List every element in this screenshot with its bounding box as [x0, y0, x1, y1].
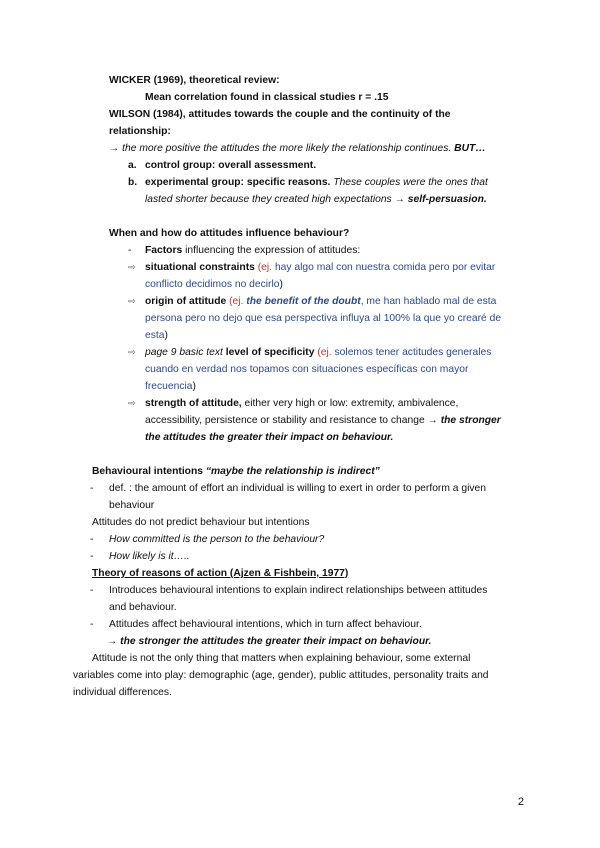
origin-line3 [145, 327, 168, 344]
wilson-item-b-cont-text: lasted shorter because they created high expectations → [145, 194, 405, 205]
origin-text3: esta [145, 330, 165, 341]
wilson-item-b-marker: b. [128, 177, 138, 188]
q1-dash: - [90, 534, 94, 545]
origin-label: origin of attitude [145, 296, 227, 307]
intentions-def-line1: def. : the amount of effort an individual is willing to exert in order to perform a given [109, 483, 486, 494]
theory-p1-line1: Introduces behavioural intentions to explain indirect relationships between attitudes [109, 585, 488, 596]
wilson-item-b-label: experimental group: specific reasons. [145, 177, 331, 188]
def-dash: - [90, 483, 94, 494]
closing-line2: variables come into play: demographic (age, gender), public attitudes, personality traits and [73, 670, 489, 681]
theory-dash-2: - [90, 619, 94, 630]
wicker-heading: WICKER (1969), theoretical review: [109, 75, 280, 86]
intentions-def-line2: behaviour [109, 500, 155, 511]
specificity-text3: frecuencia [145, 381, 193, 392]
intentions-q1: How committed is the person to the behaviour? [109, 534, 325, 545]
arrow-bullet-icon: ⇨ [128, 262, 136, 272]
wilson-but: BUT… [454, 143, 486, 154]
origin-line1 [145, 293, 496, 310]
factors-label: Factors [145, 245, 183, 256]
intentions-plain: Attitudes do not predict behaviour but intentions [92, 517, 310, 528]
specificity-text1: solemos tener actitudes generales [334, 347, 492, 358]
strength-text1: either very high or low: extremity, ambivalence, [244, 398, 459, 409]
theory-p1-line2: and behaviour. [109, 602, 177, 613]
strength-emph1: the stronger [440, 415, 501, 426]
origin-emph: the benefit of the doubt [246, 296, 361, 307]
q2-dash: - [90, 551, 94, 562]
origin-ej: ej. [232, 296, 244, 307]
page-number: 2 [517, 796, 524, 808]
wilson-item-a-label: control group: overall assessment. [145, 160, 317, 171]
intentions-heading-line [92, 463, 380, 480]
factors-rest: influencing the expression of attitudes: [185, 245, 361, 256]
wilson-item-b-cont [145, 191, 487, 208]
origin-text2: persona pero no dejo que esa perspectiva influya al 100% la que yo crearé de [145, 313, 502, 324]
intentions-q2: How likely is it….. [109, 551, 190, 562]
situational-close: ) [279, 279, 283, 290]
theory-heading: Theory of reasons of action (Ajzen & Fishbein, 1977) [92, 568, 349, 579]
strength-line1 [145, 395, 458, 412]
origin-text1: , me han hablado mal de esta [360, 296, 497, 307]
situational-line1 [145, 259, 495, 276]
specificity-line1 [145, 344, 491, 361]
situational-line2 [145, 276, 283, 293]
specificity-ej: ej. [320, 347, 332, 358]
closing-line3: individual differences. [73, 687, 172, 698]
wilson-arrow-line [109, 140, 486, 157]
wilson-item-b [145, 174, 488, 191]
specificity-lead: page 9 basic text [145, 347, 223, 358]
theory-p2: Attitudes affect behavioural intentions, which in turn affect behaviour. [109, 619, 422, 630]
arrow-bullet-icon: ⇨ [128, 398, 136, 408]
strength-line2 [145, 412, 501, 429]
wilson-arrow-text: → the more positive the attitudes the more likely the relationship continues. [109, 143, 452, 154]
theory-conclusion: → the stronger the attitudes the greater their impact on behaviour. [107, 636, 432, 647]
situational-label: situational constraints [145, 262, 255, 273]
origin-open: ( [229, 296, 233, 307]
situational-ej: ej. [261, 262, 273, 273]
intentions-quote: “maybe the relationship is indirect” [205, 466, 380, 477]
wicker-correlation: Mean correlation found in classical studies r = .15 [145, 92, 389, 103]
wilson-item-a-marker: a. [128, 160, 137, 171]
wilson-item-b-rest: These couples were the ones that [333, 177, 488, 188]
wilson-item-b-emph: self-persuasion. [407, 194, 487, 205]
situational-open: ( [257, 262, 262, 273]
influence-heading: When and how do attitudes influence behaviour? [109, 228, 350, 239]
intentions-heading: Behavioural intentions [92, 466, 203, 477]
theory-dash-1: - [90, 585, 94, 596]
strength-emph2: the attitudes the greater their impact on behaviour. [145, 432, 394, 443]
specificity-line3 [145, 378, 196, 395]
specificity-close: ) [192, 381, 196, 392]
specificity-text2: cuando en verdad nos topamos con situaciones específicas con mayor [145, 364, 469, 375]
factors-dash: - [128, 245, 132, 256]
origin-close: ) [164, 330, 168, 341]
wilson-heading-line1: WILSON (1984), attitudes towards the couple and the continuity of the [109, 109, 451, 120]
specificity-open: ( [317, 347, 321, 358]
factors-line [145, 242, 360, 259]
arrow-bullet-icon: ⇨ [128, 347, 136, 357]
specificity-label: level of specificity [225, 347, 315, 358]
closing-line1: Attitude is not the only thing that matters when explaining behaviour, some external [92, 653, 471, 664]
situational-text2: conflicto decidimos no decirlo [145, 279, 280, 290]
arrow-bullet-icon: ⇨ [128, 296, 136, 306]
strength-label: strength of attitude, [145, 398, 242, 409]
strength-text2: accessibility, persistence or stability and resistance to change → [145, 415, 438, 426]
situational-text1: hay algo mal con nuestra comida pero por evitar [274, 262, 496, 273]
wilson-heading-line2: relationship: [109, 126, 171, 137]
